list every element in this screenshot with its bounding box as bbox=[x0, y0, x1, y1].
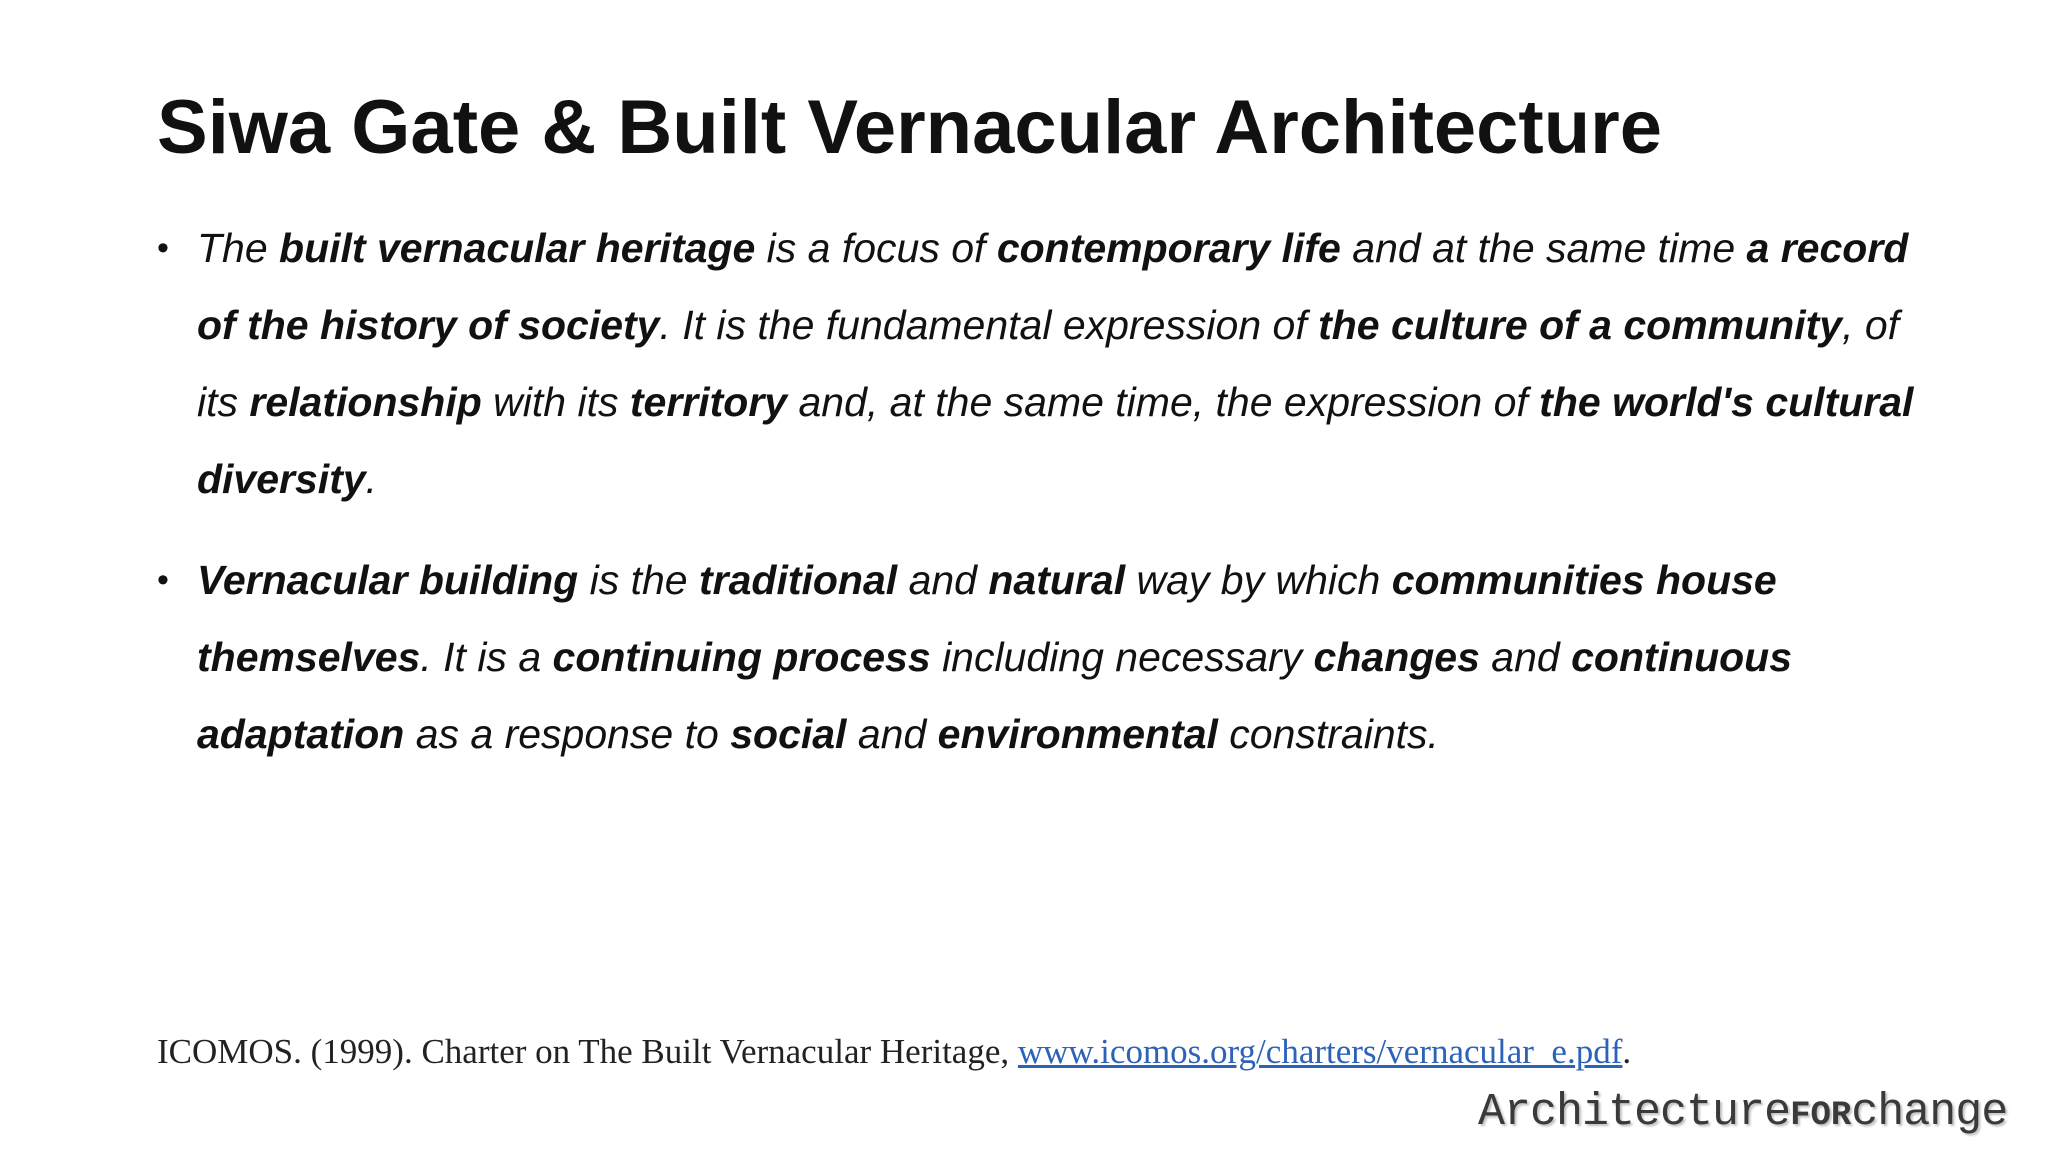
bullet-segment-bold: social bbox=[730, 711, 847, 757]
bullet-segment-bold: traditional bbox=[699, 557, 898, 603]
bullet-segment-bold: territory bbox=[629, 379, 788, 425]
citation-suffix: . bbox=[1622, 1032, 1632, 1071]
bullet-segment-bold: relationship bbox=[249, 379, 482, 425]
bullet-segment-bold: contemporary life bbox=[996, 225, 1341, 271]
bullet-segment: as a response to bbox=[404, 711, 731, 757]
bullet-item bbox=[157, 542, 1917, 773]
citation-link[interactable]: www.icomos.org/charters/vernacular_e.pdf bbox=[1017, 1032, 1623, 1071]
bullet-segment: is the bbox=[578, 557, 699, 603]
bullet-segment: with its bbox=[481, 379, 630, 425]
citation-text: ICOMOS. (1999). Charter on The Built Vernacular Heritage, bbox=[157, 1032, 1018, 1071]
bullet-segment: and at the same time bbox=[1340, 225, 1747, 271]
bullet-segment-bold: environmental bbox=[937, 711, 1218, 757]
bullet-segment-bold: communities house themselves bbox=[197, 557, 1777, 680]
bullet-segment-bold: the world's cultural diversity bbox=[197, 379, 1914, 502]
bullet-segment: is a focus of bbox=[755, 225, 997, 271]
slide-title: Siwa Gate & Built Vernacular Architecture bbox=[157, 85, 1663, 170]
bullet-segment-bold: Vernacular building bbox=[197, 557, 579, 603]
logo-part-architecture: Architecture bbox=[1478, 1087, 1791, 1138]
bullet-segment-bold: continuous adaptation bbox=[197, 634, 1793, 757]
bullet-segment: The bbox=[197, 225, 280, 271]
bullet-marker: • bbox=[157, 229, 169, 267]
bullet-marker: • bbox=[157, 561, 169, 599]
bullet-segment: and, at the same time, the expression of bbox=[787, 379, 1540, 425]
bullet-text bbox=[197, 557, 1792, 757]
bullet-item bbox=[157, 210, 1917, 518]
bullet-segment: and bbox=[846, 711, 938, 757]
bullet-segment-bold: the culture of a community bbox=[1318, 302, 1843, 348]
logo-part-for: FOR bbox=[1790, 1097, 1852, 1135]
bullet-segment: and bbox=[1479, 634, 1572, 680]
logo-part-change: change bbox=[1851, 1087, 2008, 1138]
bullet-segment: and bbox=[897, 557, 989, 603]
bullet-segment-bold: continuing process bbox=[552, 634, 931, 680]
bullet-segment-bold: a record of the history of society bbox=[197, 225, 1909, 348]
bullet-text bbox=[197, 225, 1913, 502]
bullet-segment-bold: changes bbox=[1313, 634, 1480, 680]
bullet-segment: . bbox=[365, 456, 378, 502]
bullet-segment: way by which bbox=[1125, 557, 1392, 603]
bullet-segment-bold: natural bbox=[988, 557, 1126, 603]
bullet-segment: , of its bbox=[197, 302, 1900, 425]
citation bbox=[157, 1030, 1631, 1074]
architecture-for-change-logo bbox=[1478, 1086, 2007, 1143]
bullet-list bbox=[157, 210, 1917, 773]
bullet-segment: constraints. bbox=[1217, 711, 1439, 757]
bullet-segment: . It is the fundamental expression of bbox=[659, 302, 1319, 348]
bullet-segment: including necessary bbox=[930, 634, 1314, 680]
bullet-segment-bold: built vernacular heritage bbox=[279, 225, 756, 271]
bullet-segment: . It is a bbox=[420, 634, 553, 680]
